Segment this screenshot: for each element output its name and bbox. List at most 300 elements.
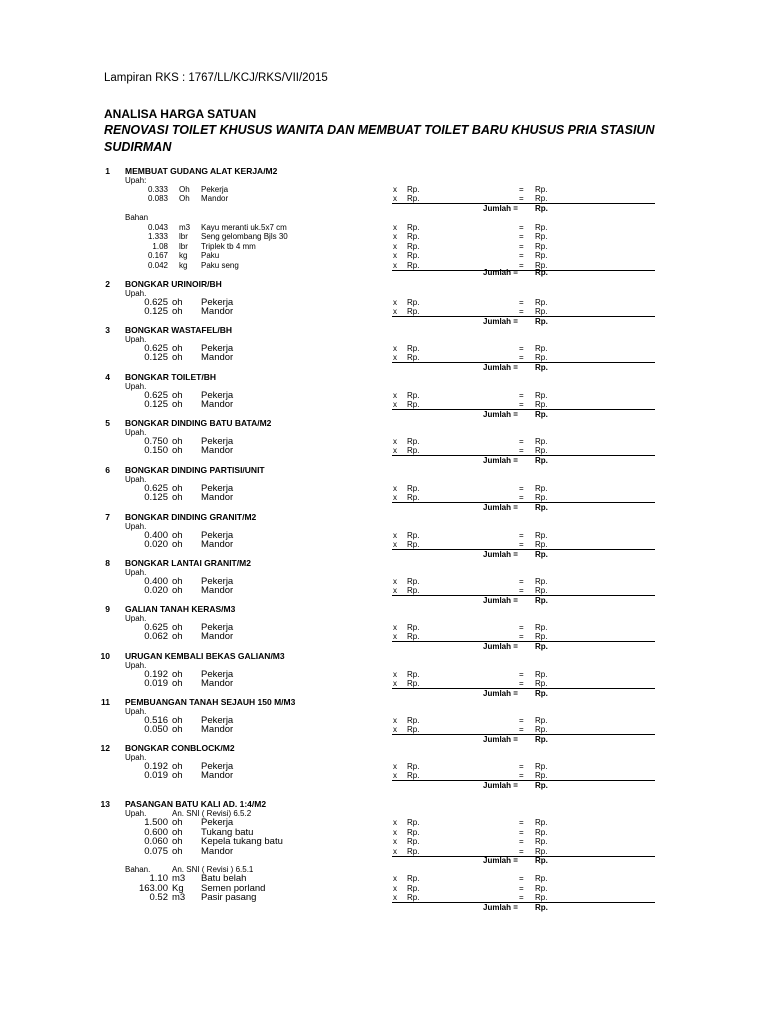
unit: oh [172, 761, 183, 772]
item-row [0, 446, 768, 455]
coefficient: 0.167 [147, 251, 168, 261]
equals-sign: = [519, 762, 524, 771]
multiply-sign: x [393, 223, 397, 232]
price-currency: Rp. [407, 298, 420, 307]
coefficient: 0.042 [147, 260, 168, 270]
item-description: Pekerja [201, 622, 234, 633]
total-currency: Rp. [535, 632, 548, 641]
total-currency: Rp. [535, 241, 548, 251]
multiply-sign: x [393, 400, 397, 409]
price-currency: Rp. [407, 307, 420, 316]
price-currency: Rp. [407, 194, 420, 203]
total-currency: Rp. [535, 679, 548, 688]
total-currency: Rp. [535, 493, 548, 502]
coefficient: 0.083 [147, 194, 168, 203]
price-currency: Rp. [407, 223, 420, 232]
subtotal-rule [392, 641, 655, 642]
jumlah-currency: Rp. [535, 735, 548, 744]
multiply-sign: x [393, 679, 397, 688]
coefficient: 163.00 [138, 882, 168, 894]
coefficient: 0.019 [144, 678, 168, 689]
item-row [0, 298, 768, 307]
total-currency: Rp. [535, 837, 548, 846]
subtotal-rule [392, 270, 655, 271]
item-row [0, 400, 768, 409]
subtotal-rule [392, 455, 655, 456]
section-title: URUGAN KEMBALI BEKAS GALIAN/M3 [125, 651, 285, 661]
coefficient: 0.043 [147, 223, 168, 232]
unit: Oh [179, 185, 190, 194]
unit: oh [172, 306, 183, 317]
item-row [0, 828, 768, 837]
multiply-sign: x [393, 260, 397, 270]
price-currency: Rp. [407, 400, 420, 409]
total-currency: Rp. [535, 251, 548, 261]
unit: oh [172, 585, 183, 596]
total-currency: Rp. [535, 818, 548, 827]
total-currency: Rp. [535, 771, 548, 780]
price-currency: Rp. [407, 391, 420, 400]
coefficient: 0.192 [144, 761, 168, 772]
total-currency: Rp. [535, 185, 548, 194]
section-number: 2 [105, 279, 110, 289]
document-subtitle: ANALISA HARGA SATUAN [104, 107, 257, 121]
unit: oh [172, 352, 183, 363]
unit: lbr [179, 232, 188, 242]
subtotal-rule [392, 409, 655, 410]
equals-sign: = [519, 307, 524, 316]
multiply-sign: x [393, 586, 397, 595]
item-description: Mandor [201, 678, 234, 689]
section-title: BONGKAR WASTAFEL/BH [125, 325, 233, 335]
price-currency: Rp. [407, 446, 420, 455]
unit: Kg [172, 882, 184, 894]
unit: oh [172, 622, 183, 633]
coefficient: 0.400 [144, 576, 168, 587]
jumlah-label: Jumlah = [483, 642, 518, 651]
item-row [0, 884, 768, 893]
equals-sign: = [519, 223, 524, 232]
upah-label: Upah. [125, 707, 147, 716]
price-currency: Rp. [407, 725, 420, 734]
section-title: BONGKAR DINDING BATU BATA/M2 [125, 418, 272, 428]
item-description: Pekerja [201, 390, 234, 401]
multiply-sign: x [393, 874, 397, 883]
item-description: Mandor [201, 445, 234, 456]
item-row [0, 577, 768, 586]
section-number: 4 [105, 372, 110, 382]
coefficient: 0.625 [144, 343, 168, 354]
price-currency: Rp. [407, 883, 420, 893]
total-currency: Rp. [535, 762, 548, 771]
equals-sign: = [519, 540, 524, 549]
upah-reference: An. SNI ( Revisi) 6.5.2 [172, 809, 252, 818]
multiply-sign: x [393, 251, 397, 261]
jumlah-label: Jumlah = [483, 596, 518, 605]
multiply-sign: x [393, 762, 397, 771]
jumlah-currency: Rp. [535, 268, 548, 277]
total-currency: Rp. [535, 725, 548, 734]
equals-sign: = [519, 670, 524, 679]
item-row [0, 847, 768, 856]
unit: oh [172, 669, 183, 680]
price-currency: Rp. [407, 577, 420, 586]
total-currency: Rp. [535, 344, 548, 353]
item-description: Pekerja [201, 436, 234, 447]
item-row [0, 540, 768, 549]
equals-sign: = [519, 241, 524, 251]
section-number: 6 [105, 465, 110, 475]
item-description: Paku seng [201, 260, 239, 270]
equals-sign: = [519, 874, 524, 883]
total-currency: Rp. [535, 307, 548, 316]
section-title: MEMBUAT GUDANG ALAT KERJA/M2 [125, 166, 278, 176]
item-row [0, 353, 768, 362]
multiply-sign: x [393, 670, 397, 679]
coefficient: 0.020 [144, 585, 168, 596]
coefficient: 0.750 [144, 436, 168, 447]
item-row [0, 771, 768, 780]
section-number: 7 [105, 512, 110, 522]
total-currency: Rp. [535, 194, 548, 203]
price-currency: Rp. [407, 893, 420, 902]
subtotal-rule [392, 734, 655, 735]
item-description: Pekerja [201, 576, 234, 587]
multiply-sign: x [393, 623, 397, 632]
equals-sign: = [519, 846, 524, 856]
unit: oh [172, 826, 183, 838]
equals-sign: = [519, 827, 524, 837]
multiply-sign: x [393, 344, 397, 353]
unit: m3 [172, 873, 186, 884]
section-number: 10 [100, 651, 110, 661]
jumlah-currency: Rp. [535, 410, 548, 419]
coefficient: 0.52 [149, 892, 168, 903]
bahan-label: Bahan [125, 213, 149, 222]
equals-sign: = [519, 484, 524, 493]
coefficient: 0.625 [144, 483, 168, 494]
total-currency: Rp. [535, 232, 548, 242]
equals-sign: = [519, 298, 524, 307]
item-row [0, 725, 768, 734]
coefficient: 0.060 [144, 836, 168, 847]
multiply-sign: x [393, 493, 397, 502]
item-row [0, 716, 768, 725]
unit: oh [172, 817, 183, 828]
price-currency: Rp. [407, 353, 420, 362]
price-currency: Rp. [407, 260, 420, 270]
total-currency: Rp. [535, 540, 548, 549]
upah-label: Upah. [125, 382, 147, 391]
upah-label: Upah. [125, 614, 147, 623]
section-title: BONGKAR DINDING PARTISI/UNIT [125, 465, 265, 475]
equals-sign: = [519, 893, 524, 902]
coefficient: 1.08 [152, 241, 168, 251]
equals-sign: = [519, 493, 524, 502]
jumlah-currency: Rp. [535, 856, 548, 865]
subtotal-rule [392, 902, 655, 903]
upah-label: Upah. [125, 809, 147, 818]
item-description: Mandor [201, 770, 234, 781]
item-row [0, 437, 768, 446]
multiply-sign: x [393, 531, 397, 540]
multiply-sign: x [393, 632, 397, 641]
total-currency: Rp. [535, 670, 548, 679]
item-description: Mandor [201, 631, 234, 642]
multiply-sign: x [393, 353, 397, 362]
item-row [0, 391, 768, 400]
item-row [0, 762, 768, 771]
unit: oh [172, 631, 183, 642]
unit: oh [172, 576, 183, 587]
jumlah-label: Jumlah = [483, 550, 518, 559]
coefficient: 0.125 [144, 352, 168, 363]
item-description: Mandor [201, 724, 234, 735]
multiply-sign: x [393, 232, 397, 242]
upah-label: Upah. [125, 522, 147, 531]
price-currency: Rp. [407, 185, 420, 194]
item-row [0, 531, 768, 540]
unit: oh [172, 343, 183, 354]
jumlah-currency: Rp. [535, 781, 548, 790]
bahan-label: Bahan. [125, 865, 151, 874]
unit: oh [172, 297, 183, 308]
total-currency: Rp. [535, 577, 548, 586]
coefficient: 0.075 [144, 845, 168, 857]
price-currency: Rp. [407, 232, 420, 242]
document-title-line2: SUDIRMAN [104, 140, 172, 154]
coefficient: 0.600 [144, 826, 168, 838]
section-title: GALIAN TANAH KERAS/M3 [125, 604, 236, 614]
item-description: Mandor [201, 399, 234, 410]
unit: oh [172, 715, 183, 726]
price-currency: Rp. [407, 484, 420, 493]
multiply-sign: x [393, 241, 397, 251]
upah-label: Upah. [125, 475, 147, 484]
price-currency: Rp. [407, 437, 420, 446]
section-number: 5 [105, 418, 110, 428]
multiply-sign: x [393, 298, 397, 307]
item-description: Mandor [201, 585, 234, 596]
upah-label: Upah. [125, 568, 147, 577]
multiply-sign: x [393, 484, 397, 493]
equals-sign: = [519, 251, 524, 261]
coefficient: 0.625 [144, 622, 168, 633]
upah-label: Upah. [125, 753, 147, 762]
jumlah-label: Jumlah = [483, 781, 518, 790]
jumlah-currency: Rp. [535, 689, 548, 698]
jumlah-currency: Rp. [535, 456, 548, 465]
price-currency: Rp. [407, 670, 420, 679]
multiply-sign: x [393, 185, 397, 194]
equals-sign: = [519, 446, 524, 455]
total-currency: Rp. [535, 298, 548, 307]
section-number: 12 [100, 743, 110, 753]
price-currency: Rp. [407, 818, 420, 827]
lampiran-ref: Lampiran RKS : 1767/LL/KCJ/RKS/VII/2015 [104, 72, 328, 84]
equals-sign: = [519, 260, 524, 270]
equals-sign: = [519, 771, 524, 780]
multiply-sign: x [393, 846, 397, 856]
item-description: Tukang batu [201, 826, 254, 838]
item-row [0, 679, 768, 688]
coefficient: 0.019 [144, 770, 168, 781]
total-currency: Rp. [535, 531, 548, 540]
item-row [0, 194, 768, 203]
jumlah-currency: Rp. [535, 204, 548, 213]
coefficient: 0.062 [144, 631, 168, 642]
unit: m3 [179, 223, 191, 232]
total-currency: Rp. [535, 353, 548, 362]
price-currency: Rp. [407, 540, 420, 549]
total-currency: Rp. [535, 586, 548, 595]
item-description: Triplek tb 4 mm [201, 241, 256, 251]
multiply-sign: x [393, 725, 397, 734]
unit: oh [172, 399, 183, 410]
multiply-sign: x [393, 893, 397, 902]
item-description: Pekerja [201, 669, 234, 680]
equals-sign: = [519, 531, 524, 540]
jumlah-label: Jumlah = [483, 317, 518, 326]
total-currency: Rp. [535, 623, 548, 632]
item-row [0, 493, 768, 502]
jumlah-currency: Rp. [535, 642, 548, 651]
jumlah-label: Jumlah = [483, 410, 518, 419]
equals-sign: = [519, 232, 524, 242]
jumlah-label: Jumlah = [483, 456, 518, 465]
total-currency: Rp. [535, 893, 548, 902]
unit: oh [172, 770, 183, 781]
price-currency: Rp. [407, 632, 420, 641]
multiply-sign: x [393, 540, 397, 549]
jumlah-currency: Rp. [535, 596, 548, 605]
coefficient: 0.125 [144, 306, 168, 317]
equals-sign: = [519, 679, 524, 688]
coefficient: 0.050 [144, 724, 168, 735]
total-currency: Rp. [535, 391, 548, 400]
total-currency: Rp. [535, 446, 548, 455]
price-currency: Rp. [407, 344, 420, 353]
coefficient: 1.333 [147, 232, 168, 242]
subtotal-rule [392, 688, 655, 689]
subtotal-rule [392, 856, 655, 857]
equals-sign: = [519, 344, 524, 353]
price-currency: Rp. [407, 716, 420, 725]
item-description: Pekerja [201, 343, 234, 354]
section-number: 8 [105, 558, 110, 568]
item-row [0, 837, 768, 846]
item-description: Pekerja [201, 185, 229, 194]
total-currency: Rp. [535, 883, 548, 893]
equals-sign: = [519, 725, 524, 734]
subtotal-rule [392, 502, 655, 503]
item-row [0, 344, 768, 353]
subtotal-rule [392, 780, 655, 781]
multiply-sign: x [393, 818, 397, 827]
item-description: Batu belah [201, 873, 247, 884]
unit: oh [172, 492, 183, 503]
equals-sign: = [519, 716, 524, 725]
unit: m3 [172, 892, 186, 903]
total-currency: Rp. [535, 874, 548, 883]
item-description: Mandor [201, 194, 229, 203]
jumlah-label: Jumlah = [483, 689, 518, 698]
equals-sign: = [519, 818, 524, 827]
price-currency: Rp. [407, 623, 420, 632]
subtotal-rule [392, 549, 655, 550]
total-currency: Rp. [535, 400, 548, 409]
price-currency: Rp. [407, 837, 420, 846]
bahan-reference: An. SNI ( Revisi ) 6.5.1 [172, 865, 254, 874]
unit: oh [172, 836, 183, 847]
unit: oh [172, 678, 183, 689]
unit: oh [172, 436, 183, 447]
jumlah-label: Jumlah = [483, 204, 518, 213]
jumlah-label: Jumlah = [483, 735, 518, 744]
item-row [0, 185, 768, 194]
item-row [0, 632, 768, 641]
coefficient: 0.150 [144, 445, 168, 456]
multiply-sign: x [393, 391, 397, 400]
unit: oh [172, 445, 183, 456]
equals-sign: = [519, 883, 524, 893]
section-number: 11 [101, 697, 110, 707]
unit: lbr [179, 241, 188, 251]
section-title: PASANGAN BATU KALI AD. 1:4/M2 [125, 799, 267, 809]
price-currency: Rp. [407, 679, 420, 688]
coefficient: 1.10 [149, 873, 168, 884]
price-currency: Rp. [407, 771, 420, 780]
multiply-sign: x [393, 716, 397, 725]
total-currency: Rp. [535, 437, 548, 446]
unit: kg [179, 251, 188, 261]
coefficient: 0.125 [144, 399, 168, 410]
equals-sign: = [519, 400, 524, 409]
item-description: Pekerja [201, 817, 234, 828]
section-title: BONGKAR CONBLOCK/M2 [125, 743, 235, 753]
total-currency: Rp. [535, 484, 548, 493]
upah-label: Upah. [125, 428, 147, 437]
coefficient: 1.500 [144, 817, 168, 828]
unit: oh [172, 845, 183, 857]
total-currency: Rp. [535, 716, 548, 725]
item-row [0, 586, 768, 595]
item-row [0, 670, 768, 679]
jumlah-currency: Rp. [535, 503, 548, 512]
item-row [0, 232, 768, 241]
item-description: Pekerja [201, 483, 234, 494]
subtotal-rule [392, 203, 655, 204]
equals-sign: = [519, 586, 524, 595]
coefficient: 0.625 [144, 390, 168, 401]
upah-label: Upah. [125, 335, 147, 344]
item-row [0, 623, 768, 632]
multiply-sign: x [393, 883, 397, 893]
multiply-sign: x [393, 577, 397, 586]
equals-sign: = [519, 185, 524, 194]
item-row [0, 261, 768, 270]
subtotal-rule [392, 595, 655, 596]
item-description: Pekerja [201, 297, 234, 308]
price-currency: Rp. [407, 827, 420, 837]
coefficient: 0.625 [144, 297, 168, 308]
total-currency: Rp. [535, 223, 548, 232]
section-title: BONGKAR URINOIR/BH [125, 279, 222, 289]
item-row [0, 893, 768, 902]
item-description: Semen porland [201, 882, 266, 894]
price-currency: Rp. [407, 493, 420, 502]
item-row [0, 307, 768, 316]
